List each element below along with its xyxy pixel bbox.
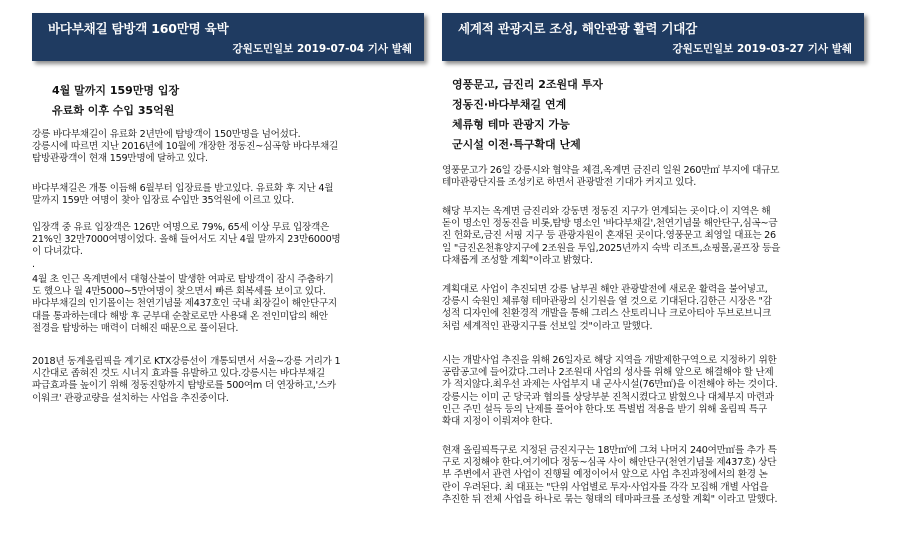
text-line: 도 했으나 월 4만5000~5만여명이 찾으면서 빠른 회복세를 보이고 있다. xyxy=(32,286,326,298)
text-line: 이 다녀갔다. xyxy=(32,246,83,258)
text-line: 파급효과를 높이기 위해 정동진항까지 탐방로를 500여m 더 연장하고,'스카 xyxy=(32,380,336,392)
left-article-banner xyxy=(32,13,424,61)
right-article-title: 세계적 관광지로 조성, 해안관광 활력 기대감 xyxy=(458,21,698,36)
text-line: 다채롭게 조성할 계획"이라고 밝혔다. xyxy=(442,254,593,266)
text-line: 진 헌화로,금진 서핑 지구 등 관광자원이 혼재된 곳이다.영풍문고 최영일 대표는 26 xyxy=(442,230,776,242)
right-paragraph-5 xyxy=(442,445,777,506)
right-headline: 군시설 이전·특구확대 난제 xyxy=(452,138,581,151)
text-line: 이워크' 관광교량을 설치하는 사업을 추진중이다. xyxy=(32,392,229,404)
text-line: 강릉 바다부채길이 유료화 2년만에 탐방객이 150만명을 넘어섰다. xyxy=(32,129,301,140)
text-line: 대를 통과하는데다 해방 후 군부대 순찰로로만 사용돼 온 전인미답의 해안 xyxy=(32,310,328,322)
text-line: 강릉시 숙원인 체류형 테마관광의 신기원을 열 것으로 기대된다.김한근 시장은 "감 xyxy=(442,296,772,308)
left-paragraph-1 xyxy=(32,129,338,166)
text-line: 현재 올림픽특구로 지정된 금진지구는 18만㎡에 그쳐 나머지 240여만㎡를 추가 특 xyxy=(442,445,777,456)
text-line: 21%인 32만7000여명이었다. 올해 들어서도 지난 4월 말까지 23만6000명 xyxy=(32,234,341,246)
right-headline: 체류형 테마 관광지 가능 xyxy=(452,118,570,131)
text-line: 바다부채길은 개통 이듬해 6월부터 입장료를 받고있다. 유료화 후 지난 4월 xyxy=(32,183,334,194)
left-article-title: 바다부채길 탐방객 160만명 육박 xyxy=(48,21,229,36)
text-line: 강릉시는 이미 군 당국과 협의를 상당부분 진척시켰다고 밝혔으나 대체부지 마련과 xyxy=(442,391,774,403)
text-line: 해당 부지는 옥계면 금진리와 강동면 정동진 지구가 연계되는 곳이다.이 지역은 해 xyxy=(442,206,771,217)
text-line: . xyxy=(32,258,35,270)
text-line: 추진한 뒤 전체 사업을 하나로 묶는 형태의 테마파크를 조성할 계획" 이라고 말했다. xyxy=(442,493,778,505)
text-line: 처럼 세계적인 관광지구를 선보일 것"이라고 말했다. xyxy=(442,320,653,332)
text-line: 계획대로 사업이 추진되면 강릉 남부권 해안 관광발전에 새로운 활력을 불어넣고, xyxy=(442,284,768,295)
text-line: 영풍문고가 26일 강릉시와 협약을 체결,옥계면 금진리 일원 260만㎡ 부지에 대규모 xyxy=(442,165,780,176)
text-line: 공람공고에 들어갔다.그러나 2조원대 사업의 성사를 위해 앞으로 해결해야 할 난제 xyxy=(442,367,774,379)
left-article-source: 강원도민일보 2019-07-04 기사 발췌 xyxy=(232,43,412,55)
left-paragraph-4 xyxy=(32,274,337,335)
text-line: 구로 지정해야 한다.여기에다 정동~심곡 사이 해안단구(천연기념물 제437호) 상단 xyxy=(442,457,777,469)
text-line: 입장객 중 유료 입장객은 126만 여명으로 79%, 65세 이상 무료 입장객은 xyxy=(32,222,330,233)
left-paragraph-5 xyxy=(32,356,340,405)
right-headline: 영풍문고, 금진리 2조원대 투자 xyxy=(452,78,603,91)
right-headline: 정동진·바다부채길 연계 xyxy=(452,98,567,111)
text-line: 가 적지않다.최우선 과제는 사업부지 내 군사시설(76만㎡)을 이전해야 하는 것이다. xyxy=(442,379,778,391)
text-line: 성적 디자인에 친환경적 개발을 통해 그리스 산토리니나 크로아티아 두브로브니크 xyxy=(442,308,771,320)
left-headline: 4월 말까지 159만명 입장 xyxy=(52,84,180,97)
text-line: 시는 개발사업 추진을 위해 26일자로 해당 지역을 개발제한구역으로 지정하기 위한 xyxy=(442,355,777,366)
right-article-banner xyxy=(442,13,864,61)
text-line: 돋이 명소인 정동진을 비롯,탐방 명소인 '바다부채길',천연기념물 해안단구,심곡~금 xyxy=(442,218,778,230)
right-paragraph-4 xyxy=(442,355,778,428)
text-line: 2018년 동계올림픽을 계기로 KTX강릉선이 개통되면서 서울~강릉 거리가 1 xyxy=(32,356,341,367)
left-paragraph-2 xyxy=(32,183,333,207)
text-line: 절경을 탐방하는 매력이 더해진 때문으로 풀이된다. xyxy=(32,322,239,334)
text-line: 말까지 159만 여명이 찾아 입장료 수입만 35억원에 이르고 있다. xyxy=(32,195,294,207)
right-paragraph-3 xyxy=(442,284,772,333)
right-paragraph-2 xyxy=(442,206,780,267)
text-line: 란이 우려된다. 최 대표는 "단위 사업별로 투자·사업자를 각각 모집해 개별 사업을 xyxy=(442,481,769,493)
text-line: 강릉시에 따르면 지난 2016년에 10월에 개장한 정동진~심곡항 바다부채길 xyxy=(32,141,338,153)
text-line: 부 주변에서 관련 사업이 진행될 예정이어서 앞으로 사업 추진과정에서의 환경 논 xyxy=(442,469,768,481)
text-line: 테마관광단지를 조성키로 하면서 관광발전 기대가 커지고 있다. xyxy=(442,177,697,189)
left-paragraph-3 xyxy=(32,222,340,271)
left-headline: 유료화 이후 수입 35억원 xyxy=(52,104,175,117)
text-line: 일 "금진온천휴양지구에 2조원을 투입,2025년까지 숙박 리조트,쇼핑몰,골프장 등을 xyxy=(442,242,781,254)
text-line: 인근 주민 설득 등의 난제를 풀어야 한다.또 특별법 적용을 받기 위해 올림픽 특구 xyxy=(442,403,767,415)
text-line: 4월 초 인근 옥계면에서 대형산불이 발생한 여파로 탐방객이 잠시 주춤하기 xyxy=(32,274,334,285)
right-article-source: 강원도민일보 2019-03-27 기사 발췌 xyxy=(672,43,852,55)
left-headlines xyxy=(52,81,179,121)
right-paragraph-1 xyxy=(442,165,779,189)
text-line: 탐방관광객이 현재 159만명에 달하고 있다. xyxy=(32,153,208,165)
right-headlines xyxy=(452,75,603,155)
text-line: 바다부채길의 인기몰이는 천연기념물 제437호인 국내 최장길이 해안단구지 xyxy=(32,298,337,310)
text-line: 확대 지정이 이뤄져야 한다. xyxy=(442,416,553,428)
text-line: 시간대로 좁혀진 것도 시너지 효과를 유발하고 있다.강릉시는 바다부채길 xyxy=(32,368,325,380)
